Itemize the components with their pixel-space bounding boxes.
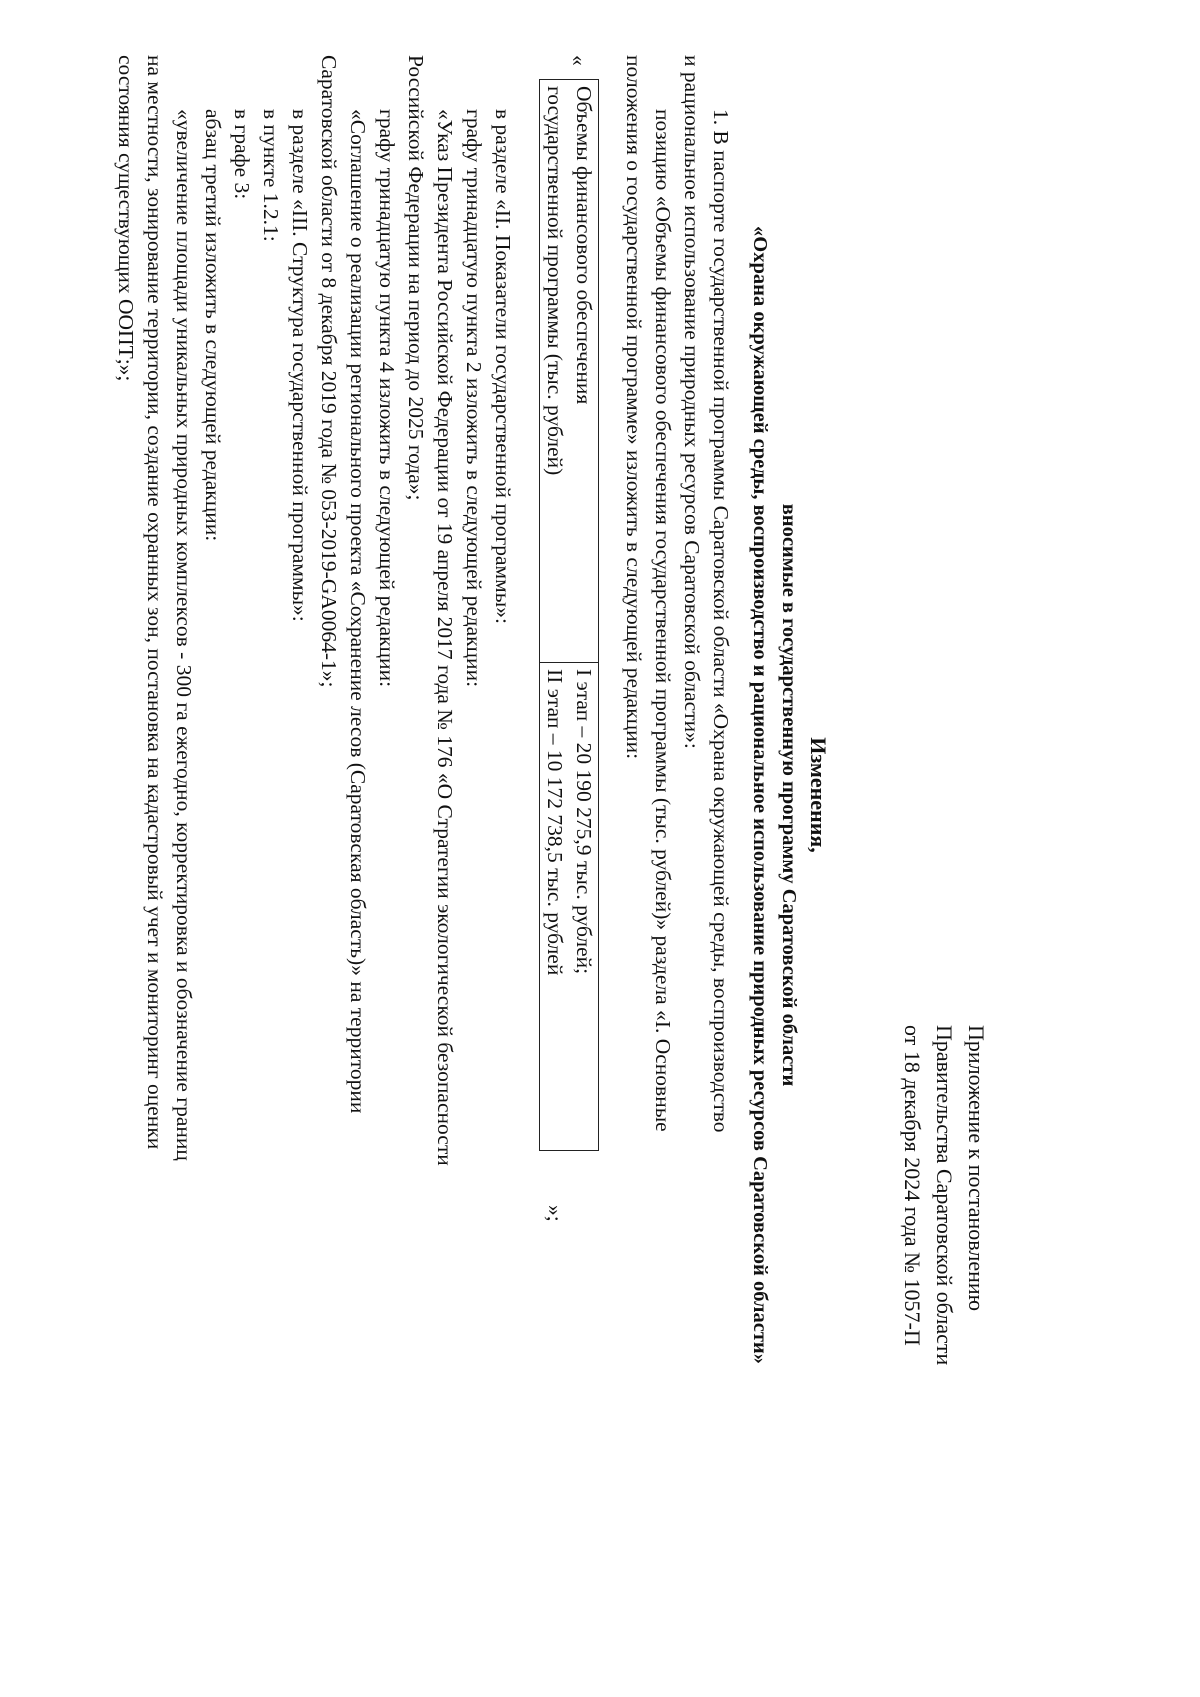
paragraph-11: абзац третий изложить в следующей редакции:	[201, 109, 225, 542]
rotated-document-page	[25, 0, 1175, 1635]
document-body	[111, 55, 735, 1535]
paragraph-7a: «Соглашение о реализации регионального проекта «Сохранение лесов (Саратовская область)» на территории	[346, 109, 370, 1114]
finance-value-line-2: II этап – 10 172 738,5 тыс. рублей	[543, 669, 567, 976]
finance-table	[539, 79, 599, 1151]
paragraph-6: графу тринадцатую пункта 4 изложить в следующей редакции:	[375, 109, 399, 688]
paragraph-1b: и рациональное использование природных ресурсов Саратовской области»:	[680, 55, 704, 749]
title-line-2: вносимые в государственную программу Саратовской области	[778, 503, 800, 1087]
finance-block	[537, 55, 599, 1535]
table-row	[540, 80, 599, 1151]
paragraph-2b: положения о государственной программе» изложить в следующей редакции:	[622, 55, 646, 760]
paragraph-8: в разделе «III. Структура государственной программы»:	[288, 109, 312, 622]
title-heading: Изменения,	[806, 737, 831, 853]
paragraph-3: в разделе «II. Показатели государственной программы»:	[491, 109, 515, 624]
paragraph-10: в графе 3:	[230, 109, 254, 200]
header-line-1: Приложение к постановлению	[964, 1025, 989, 1312]
finance-label-line-2: государственной программы (тыс. рублей)	[543, 86, 567, 476]
finance-label-cell	[540, 80, 599, 663]
paragraph-12c: состояния существующих ООПТ;»;	[114, 55, 138, 382]
appendix-header	[896, 1025, 992, 1535]
finance-open-quote: «	[567, 55, 591, 66]
finance-value-cell	[540, 663, 599, 1151]
finance-close-quote: »;	[543, 1205, 567, 1222]
finance-label-line-1: Объемы финансового обеспечения	[572, 86, 596, 405]
paragraph-9: в пункте 1.2.1:	[259, 109, 283, 242]
document-title	[745, 55, 833, 1535]
paragraph-12b: на местности, зонирование территории, создание охранных зон, постановка на кадастровый учет и мониторинг оценки	[143, 55, 167, 1150]
paragraph-7b: Саратовской области от 8 декабря 2019 года № 053-2019-GA0064-1»;	[317, 55, 341, 688]
paragraph-12a: «увеличение площади уникальных природных комплексов - 300 га ежегодно, корректировка и обозначение границ	[172, 109, 196, 1161]
paragraph-1a: 1. В паспорте государственной программы Саратовской области «Охрана окружающей среды, воспроизводство	[709, 109, 733, 1133]
header-line-2: Правительства Саратовской области	[932, 1025, 957, 1366]
finance-value-line-1: I этап – 20 190 275,9 тыс. рублей;	[572, 669, 596, 975]
paragraph-2a: позицию «Объемы финансового обеспечения государственной программы (тыс. рублей)» раздела «I. Основные	[651, 109, 675, 1132]
header-line-3: от 18 декабря 2024 года № 1057-П	[900, 1025, 925, 1346]
paragraph-5b: Российской Федерации на период до 2025 года»;	[404, 55, 428, 501]
title-line-3: «Охрана окружающей среды, воспроизводство и рациональное использование природных ресурсов Саратовской области»	[749, 226, 771, 1364]
paragraph-4: графу тринадцатую пункта 2 изложить в следующей редакции:	[462, 109, 486, 688]
paragraph-5a: «Указ Президента Российской Федерации от 19 апреля 2017 года № 176 «О Стратегии экологической безопасности	[433, 109, 457, 1166]
